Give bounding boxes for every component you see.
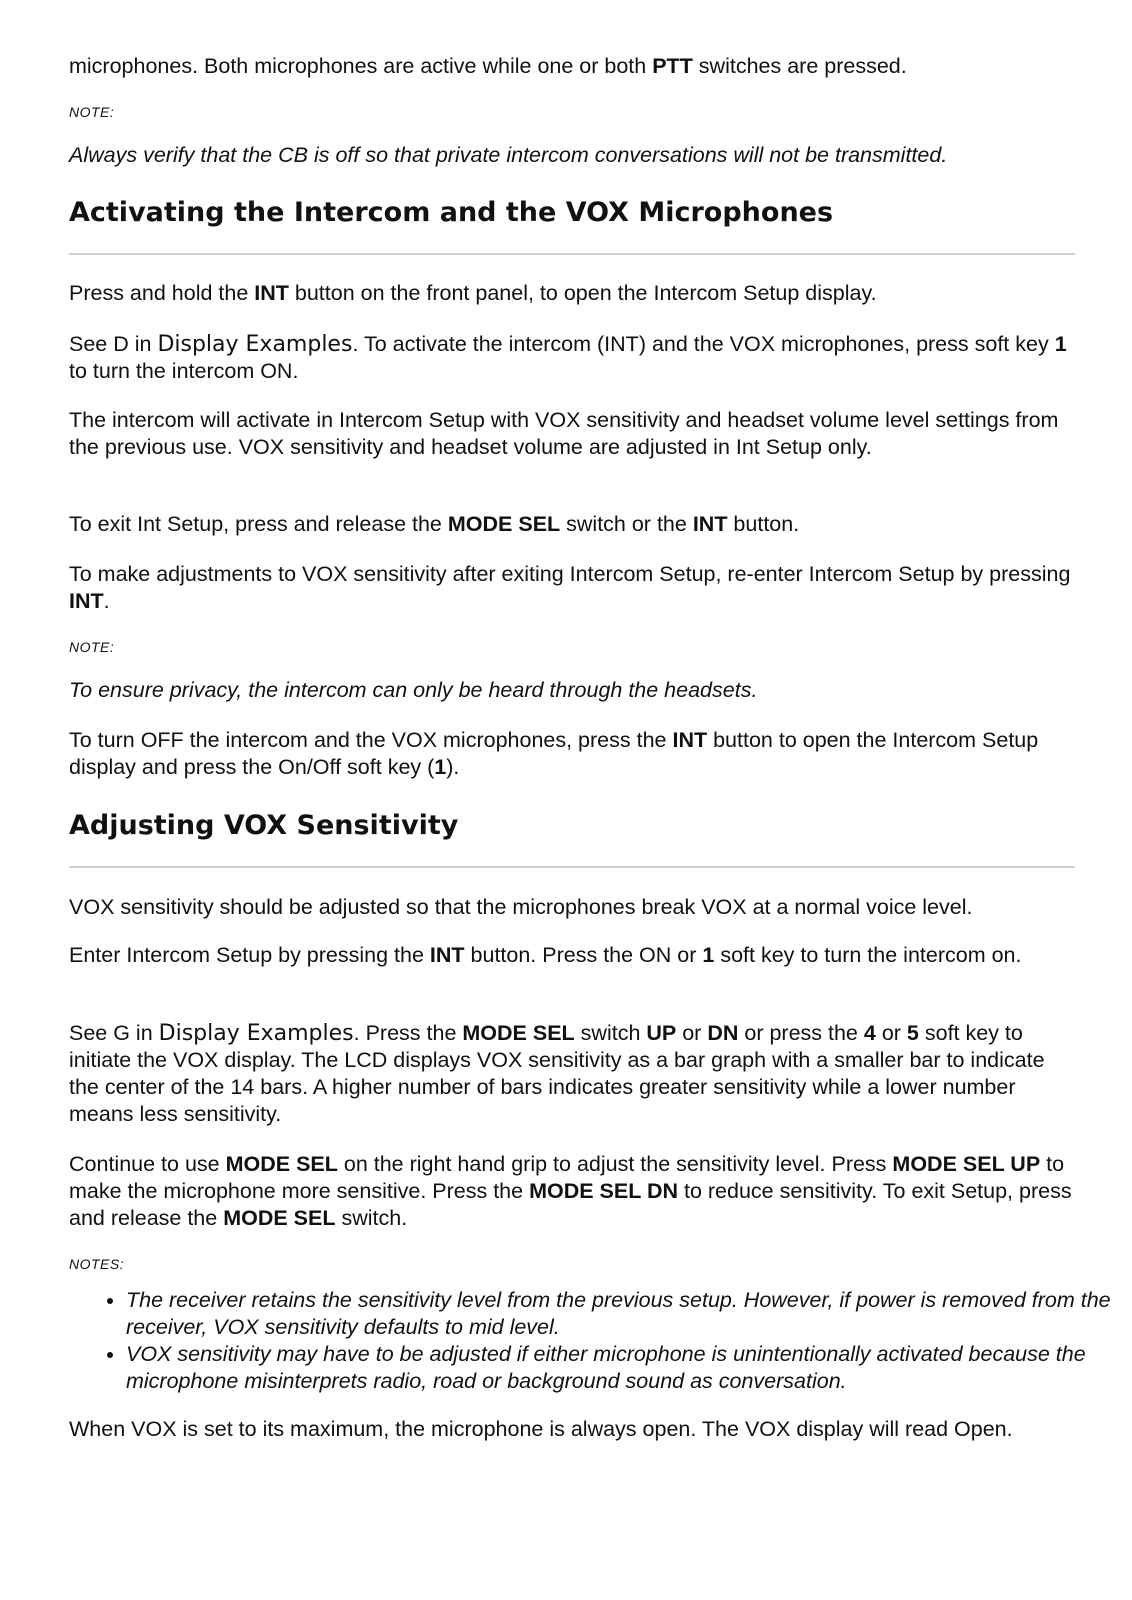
bold-term: INT <box>672 728 708 752</box>
text-run: soft key to turn the intercom on. <box>714 943 1022 967</box>
text-run: soft key to initiate the VOX display. The LCD displays VOX sensitivity as a bar graph with a smaller bar to indicate the center of the 14 bars. A higher number of bars indicates greater sensitivity while a lower number means less sensitivity. <box>69 1021 1045 1126</box>
section-heading-adjusting: Adjusting VOX Sensitivity <box>69 810 459 841</box>
text-run: button to open the Intercom Setup display and press the On/Off soft key ( <box>69 728 1039 779</box>
text-run: See D in <box>69 332 158 356</box>
bold-term: INT <box>69 589 104 613</box>
text-run: or <box>875 1021 907 1045</box>
list-item: • The receiver retains the sensitivity level from the previous setup. However, if power is removed from the receiver, VOX sensitivity defaults to mid level. <box>126 1287 1132 1341</box>
bold-term: MODE SEL <box>462 1021 575 1045</box>
bold-term: 5 <box>906 1021 919 1045</box>
bold-term: MODE SEL UP <box>892 1152 1041 1176</box>
paragraph: When VOX is set to its maximum, the microphone is always open. The VOX display will read Open. <box>69 1417 1013 1441</box>
text-run: button. <box>727 512 800 536</box>
note-label: NOTE: <box>69 639 115 655</box>
bold-term: INT <box>692 512 728 536</box>
bold-term: 1 <box>1054 332 1067 356</box>
paragraph <box>69 1151 1075 1232</box>
section-divider <box>69 866 1075 868</box>
section-heading-activating: Activating the Intercom and the VOX Microphones <box>69 197 834 228</box>
notes-label: NOTES: <box>69 1256 125 1272</box>
paragraph <box>69 561 1075 615</box>
text-run: switch <box>574 1021 647 1045</box>
bold-term: INT <box>429 943 465 967</box>
bold-term: INT <box>254 281 289 305</box>
text-run: on the right hand grip to adjust the sensitivity level. Press <box>337 1152 893 1176</box>
paragraph: The intercom will activate in Intercom Setup with VOX sensitivity and headset volume level settings from the previous use. VOX sensitivity and headset volume are adjusted in Int Setup only. <box>69 408 1059 459</box>
text-run: switch. <box>335 1206 408 1230</box>
bold-term: DN <box>707 1021 739 1045</box>
section-divider <box>69 253 1075 255</box>
bold-term: MODE SEL <box>225 1152 338 1176</box>
paragraph <box>69 511 1075 538</box>
note-text: To ensure privacy, the intercom can only be heard through the headsets. <box>69 678 758 702</box>
text-run: switches are pressed. <box>692 54 907 78</box>
bold-term: PTT <box>652 54 693 78</box>
bold-term: MODE SEL DN <box>529 1179 679 1203</box>
text-run: to turn the intercom ON. <box>69 359 299 383</box>
bold-term: 1 <box>702 943 715 967</box>
paragraph <box>69 280 1075 307</box>
text-run: See G in <box>69 1021 159 1045</box>
intro-paragraph <box>69 53 1075 80</box>
text-run: To turn OFF the intercom and the VOX microphones, press the <box>69 728 673 752</box>
bold-term: UP <box>646 1021 677 1045</box>
bold-term: 4 <box>863 1021 876 1045</box>
text-run: switch or the <box>560 512 693 536</box>
text-run: To exit Int Setup, press and release the <box>69 512 448 536</box>
bold-term: 1 <box>434 755 447 779</box>
note-text: Always verify that the CB is off so that private intercom conversations will not be transmitted. <box>69 143 948 167</box>
paragraph <box>69 942 1075 969</box>
list-item: • VOX sensitivity may have to be adjusted if either microphone is unintentionally activated because the microphone misinterprets radio, road or background sound as conversation. <box>126 1341 1132 1395</box>
text-run: Press and hold the <box>69 281 255 305</box>
display-examples-link[interactable]: Display Examples <box>158 1021 354 1046</box>
note-label: NOTE: <box>69 104 115 120</box>
paragraph <box>69 727 1075 781</box>
text-run: . To activate the intercom (INT) and the VOX microphones, press soft key <box>352 332 1055 356</box>
text-run: Continue to use <box>69 1152 226 1176</box>
text-run: To make adjustments to VOX sensitivity after exiting Intercom Setup, re-enter Intercom Setup by pressing <box>69 562 1071 586</box>
bold-term: MODE SEL <box>447 512 561 536</box>
paragraph <box>69 331 1075 385</box>
text-run: microphones. Both microphones are active while one or both <box>69 54 653 78</box>
text-run: to reduce sensitivity. To exit Setup, press and release the <box>69 1179 1072 1230</box>
notes-list <box>69 1287 1132 1395</box>
text-run: or <box>676 1021 708 1045</box>
text-run: to make the microphone more sensitive. Press the <box>69 1152 1065 1203</box>
text-run: . Press the <box>353 1021 463 1045</box>
text-run: ). <box>446 755 460 779</box>
paragraph <box>69 1020 1075 1128</box>
text-run: . <box>103 589 110 613</box>
paragraph: VOX sensitivity should be adjusted so that the microphones break VOX at a normal voice level. <box>69 895 973 919</box>
display-examples-link[interactable]: Display Examples <box>157 332 353 357</box>
bold-term: MODE SEL <box>223 1206 336 1230</box>
text-run: button on the front panel, to open the Intercom Setup display. <box>288 281 877 305</box>
text-run: Enter Intercom Setup by pressing the <box>69 943 430 967</box>
text-run: or press the <box>738 1021 864 1045</box>
text-run: button. Press the ON or <box>464 943 703 967</box>
